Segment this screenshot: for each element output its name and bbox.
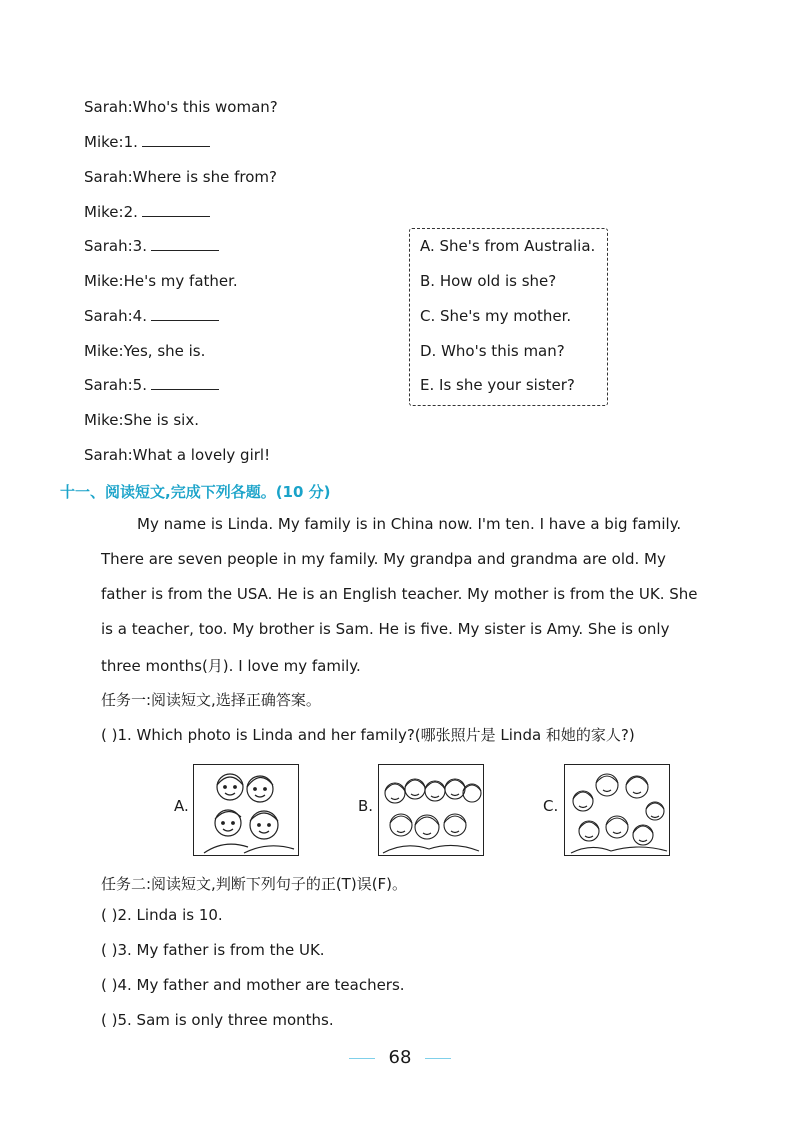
photo-label-a: A. (174, 797, 189, 815)
question-5: ( )5. Sam is only three months. (101, 1011, 334, 1029)
dialogue-line: Sarah:3. (84, 236, 219, 256)
photo-a[interactable] (193, 764, 299, 856)
option-c: C. She's my mother. (420, 307, 572, 325)
question-3: ( )3. My father is from the UK. (101, 941, 325, 959)
photo-label-b: B. (358, 797, 374, 815)
paragraph-line: My name is Linda. My family is in China now. I'm ten. I have a big family. (137, 515, 682, 533)
question-4: ( )4. My father and mother are teachers. (101, 976, 405, 994)
dialogue-line: Mike:1. (84, 132, 210, 152)
task-one-heading: 任务一:阅读短文,选择正确答案。 (101, 691, 321, 709)
family-photo-c-image (565, 765, 669, 855)
option-b: B. How old is she? (420, 272, 557, 290)
photo-label-c: C. (543, 797, 559, 815)
paragraph-line: father is from the USA. He is an English teacher. My mother is from the UK. She (101, 585, 698, 603)
photo-b[interactable] (378, 764, 484, 856)
dialogue-line: Sarah:Where is she from? (84, 168, 277, 186)
page-number: 68 (388, 1047, 412, 1068)
family-photo-a-image (194, 765, 298, 855)
answer-blank[interactable] (151, 236, 219, 251)
dialogue-line: Sarah:What a lovely girl! (84, 446, 271, 464)
answer-blank[interactable] (151, 306, 219, 321)
dialogue-line: Sarah:5. (84, 375, 219, 395)
paragraph-line: is a teacher, too. My brother is Sam. He is five. My sister is Amy. She is only (101, 620, 670, 638)
dialogue-line: Mike:2. (84, 202, 210, 222)
question-2: ( )2. Linda is 10. (101, 906, 223, 924)
paragraph-line: There are seven people in my family. My grandpa and grandma are old. My (101, 550, 666, 568)
dialogue-line: Mike:She is six. (84, 411, 199, 429)
photo-c[interactable] (564, 764, 670, 856)
footer-dash-left (349, 1058, 375, 1059)
page-footer (0, 1047, 800, 1068)
footer-dash-right (425, 1058, 451, 1059)
family-photo-b-image (379, 765, 483, 855)
option-a: A. She's from Australia. (420, 237, 596, 255)
answer-blank[interactable] (142, 202, 210, 217)
dialogue-line: Mike:Yes, she is. (84, 342, 206, 360)
section-title: 十一、阅读短文,完成下列各题。(10 分) (60, 483, 331, 501)
answer-blank[interactable] (142, 132, 210, 147)
question-1: ( )1. Which photo is Linda and her family?(哪张照片是 Linda 和她的家人?) (101, 726, 635, 744)
option-d: D. Who's this man? (420, 342, 565, 360)
paragraph-line: three months(月). I love my family. (101, 657, 361, 675)
dialogue-line: Mike:He's my father. (84, 272, 238, 290)
dialogue-line: Sarah:Who's this woman? (84, 98, 278, 116)
option-e: E. Is she your sister? (420, 376, 575, 394)
answer-blank[interactable] (151, 375, 219, 390)
dialogue-line: Sarah:4. (84, 306, 219, 326)
task-two-heading: 任务二:阅读短文,判断下列句子的正(T)误(F)。 (101, 875, 408, 893)
options-box (409, 228, 608, 406)
